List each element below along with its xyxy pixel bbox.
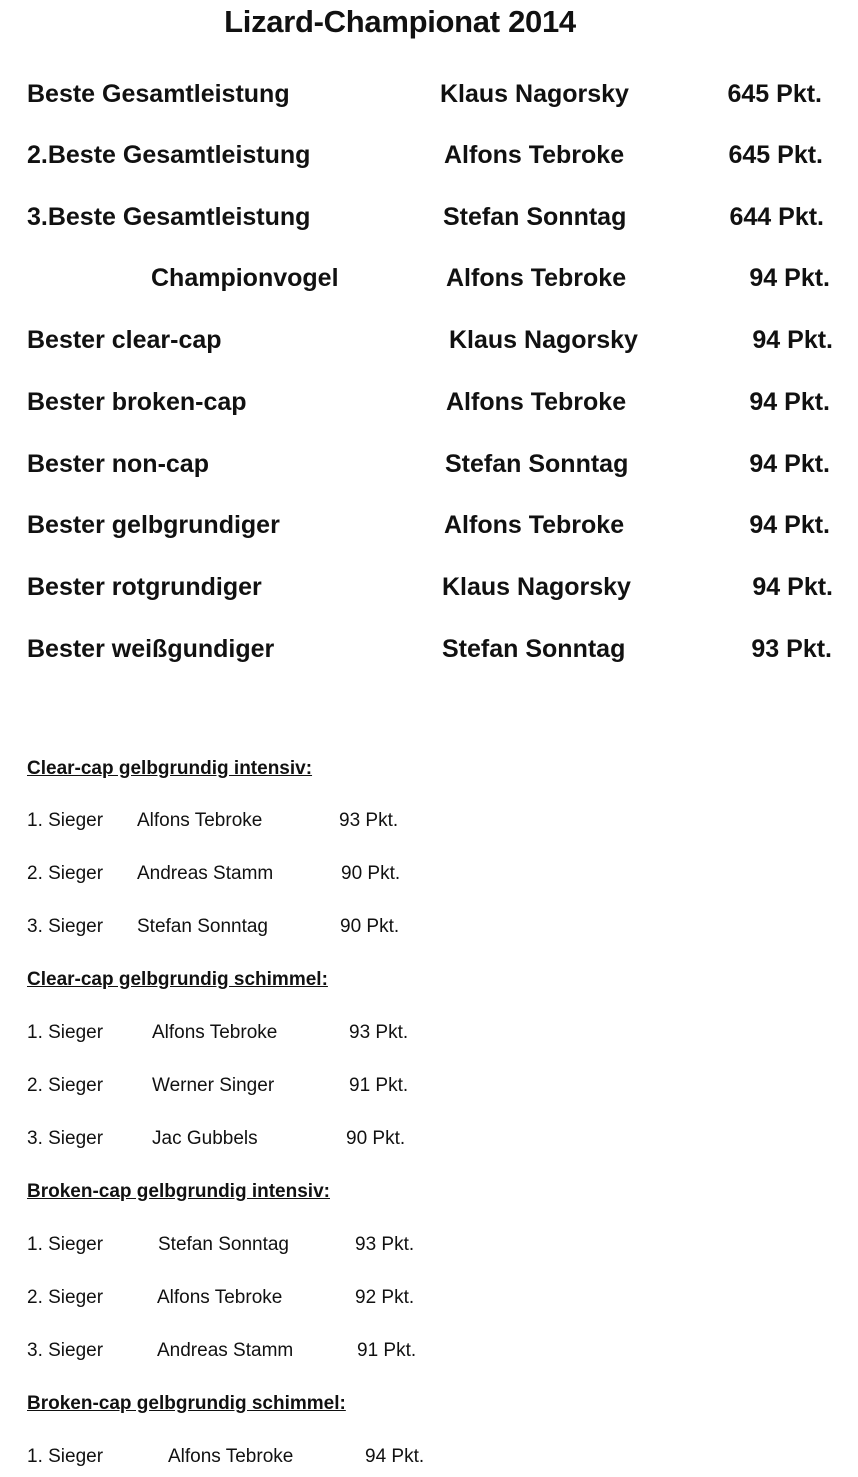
result-row	[0, 1231, 858, 1259]
award-category: 3.Beste Gesamtleistung	[27, 203, 311, 231]
result-name: Werner Singer	[152, 1075, 275, 1096]
result-place: 1. Sieger	[27, 1022, 104, 1043]
result-row	[0, 860, 858, 888]
award-winner: Alfons Tebroke	[446, 264, 627, 292]
result-place: 2. Sieger	[27, 1075, 104, 1096]
result-points: 90 Pkt.	[340, 916, 400, 937]
result-points: 90 Pkt.	[346, 1128, 406, 1149]
award-winner: Klaus Nagorsky	[440, 80, 629, 108]
award-points: 94 Pkt.	[749, 264, 830, 292]
award-row	[0, 629, 858, 669]
award-winner: Klaus Nagorsky	[449, 326, 638, 354]
award-category: Bester non-cap	[27, 450, 209, 478]
award-points: 644 Pkt.	[729, 203, 824, 231]
result-name: Alfons Tebroke	[152, 1022, 278, 1043]
result-name: Jac Gubbels	[152, 1128, 258, 1149]
result-row	[0, 1284, 858, 1312]
award-winner: Klaus Nagorsky	[442, 573, 631, 601]
award-category: 2.Beste Gesamtleistung	[27, 141, 311, 169]
award-row	[0, 197, 858, 237]
award-winner: Alfons Tebroke	[444, 511, 625, 539]
award-points: 645 Pkt.	[727, 80, 822, 108]
result-points: 93 Pkt.	[339, 810, 399, 831]
result-place: 3. Sieger	[27, 916, 104, 937]
result-name: Andreas Stamm	[157, 1340, 294, 1361]
result-place: 1. Sieger	[27, 810, 104, 831]
result-row	[0, 1125, 858, 1153]
result-name: Alfons Tebroke	[168, 1446, 294, 1467]
award-winner: Stefan Sonntag	[443, 203, 627, 231]
result-points: 91 Pkt.	[349, 1075, 409, 1096]
result-points: 91 Pkt.	[357, 1340, 417, 1361]
award-points: 94 Pkt.	[749, 388, 830, 416]
result-row	[0, 1443, 858, 1471]
result-points: 93 Pkt.	[355, 1234, 415, 1255]
page-title: Lizard-Championat 2014	[224, 4, 576, 39]
section-heading: Clear-cap gelbgrundig intensiv:	[27, 758, 313, 779]
section-heading: Broken-cap gelbgrundig schimmel:	[27, 1393, 346, 1414]
result-place: 2. Sieger	[27, 863, 104, 884]
section-heading: Clear-cap gelbgrundig schimmel:	[27, 969, 328, 990]
result-points: 94 Pkt.	[365, 1446, 425, 1467]
result-row	[0, 807, 858, 835]
result-name: Alfons Tebroke	[137, 810, 263, 831]
award-winner: Alfons Tebroke	[444, 141, 625, 169]
award-points: 93 Pkt.	[751, 635, 832, 663]
result-name: Stefan Sonntag	[158, 1234, 289, 1255]
result-place: 2. Sieger	[27, 1287, 104, 1308]
award-row	[0, 382, 858, 422]
award-points: 94 Pkt.	[749, 511, 830, 539]
award-winner: Stefan Sonntag	[442, 635, 626, 663]
section-heading: Broken-cap gelbgrundig intensiv:	[27, 1181, 330, 1202]
award-row	[0, 505, 858, 545]
award-points: 94 Pkt.	[752, 573, 833, 601]
result-points: 93 Pkt.	[349, 1022, 409, 1043]
award-row	[0, 74, 858, 114]
award-points: 94 Pkt.	[749, 450, 830, 478]
award-points: 94 Pkt.	[752, 326, 833, 354]
result-row	[0, 1337, 858, 1365]
award-points: 645 Pkt.	[728, 141, 823, 169]
award-winner: Alfons Tebroke	[446, 388, 627, 416]
result-place: 3. Sieger	[27, 1128, 104, 1149]
result-name: Stefan Sonntag	[137, 916, 268, 937]
award-row	[0, 567, 858, 607]
award-row	[0, 258, 858, 298]
result-points: 92 Pkt.	[355, 1287, 415, 1308]
result-row	[0, 1019, 858, 1047]
result-place: 3. Sieger	[27, 1340, 104, 1361]
result-place: 1. Sieger	[27, 1446, 104, 1467]
award-row	[0, 135, 858, 175]
award-category: Bester rotgrundiger	[27, 573, 262, 601]
award-row	[0, 444, 858, 484]
award-winner: Stefan Sonntag	[445, 450, 629, 478]
award-row	[0, 320, 858, 360]
award-category: Bester broken-cap	[27, 388, 247, 416]
award-category: Bester gelbgrundiger	[27, 511, 280, 539]
result-row	[0, 913, 858, 941]
award-category: Championvogel	[151, 264, 339, 292]
award-category: Bester clear-cap	[27, 326, 222, 354]
result-place: 1. Sieger	[27, 1234, 104, 1255]
result-name: Andreas Stamm	[137, 863, 274, 884]
award-category: Beste Gesamtleistung	[27, 80, 290, 108]
result-name: Alfons Tebroke	[157, 1287, 283, 1308]
award-category: Bester weißgundiger	[27, 635, 275, 663]
result-row	[0, 1072, 858, 1100]
result-points: 90 Pkt.	[341, 863, 401, 884]
